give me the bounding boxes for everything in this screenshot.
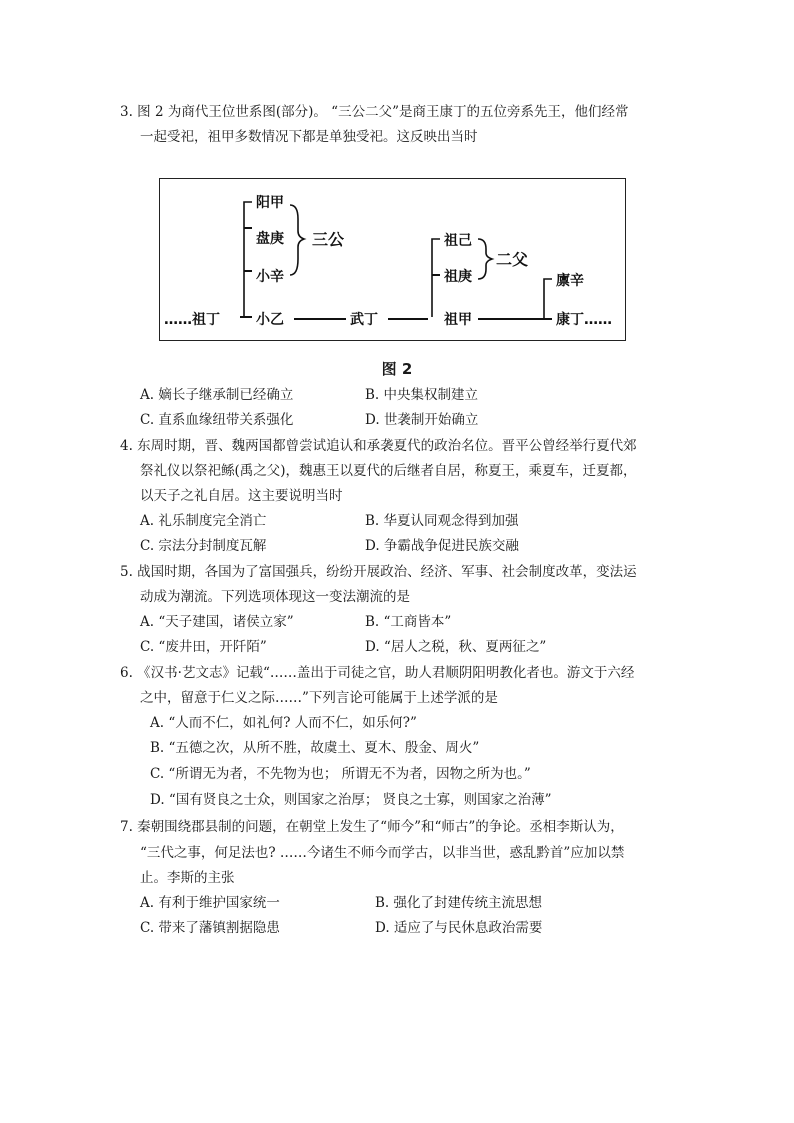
q5-option-c: C. “废井田，开阡陌” — [140, 639, 267, 655]
kang-bracket — [544, 279, 552, 319]
q6-option-d: D. “国有贤良之士众，则国家之治厚； 贤良之士寡，则国家之治薄” — [150, 792, 552, 808]
label-zuding: ……祖丁 — [164, 312, 220, 328]
sangong-brace — [290, 205, 304, 275]
label-zugeng: 祖庚 — [444, 269, 472, 285]
q5-option-a: A. “天子建国，诸侯立家” — [140, 614, 294, 630]
label-yangjia: 阳甲 — [256, 195, 284, 211]
label-wuding: 武丁 — [350, 312, 378, 328]
q5-stem-line-2: 动成为潮流。下列选项体现这一变法潮流的是 — [140, 589, 410, 605]
genealogy-diagram — [159, 178, 626, 341]
q3-stem-line-2: 一起受祀，祖甲多数情况下都是单独受祀。这反映出当时 — [140, 129, 478, 145]
q4-option-b: B. 华夏认同观念得到加强 — [365, 513, 519, 529]
q7-stem-line-1: 7. 秦朝围绕郡县制的问题，在朝堂上发生了“师今”和“师古”的争论。丞相李斯认为， — [120, 819, 624, 835]
q6-stem-line-2: 之中，留意于仁义之际……”下列言论可能属于上述学派的是 — [140, 690, 498, 706]
label-zuji: 祖己 — [444, 233, 472, 249]
q3-option-c: C. 直系血缘纽带关系强化 — [140, 412, 294, 428]
q4-option-c: C. 宗法分封制度瓦解 — [140, 538, 267, 554]
q6-option-c: C. “所谓无为者，不先物为也； 所谓无不为者，因物之所为也。” — [150, 766, 531, 782]
q4-option-d: D. 争霸战争促进民族交融 — [365, 538, 519, 554]
q3-option-b: B. 中央集权制建立 — [365, 387, 479, 403]
q7-stem-line-3: 止。李斯的主张 — [140, 870, 235, 886]
q7-option-a: A. 有利于维护国家统一 — [140, 895, 280, 911]
label-sangong: 三公 — [312, 230, 345, 249]
figure-caption: 图 2 — [381, 360, 413, 378]
q5-stem-line-1: 5. 战国时期，各国为了富国强兵，纷纷开展政治、经济、军事、社会制度改革，变法运 — [120, 564, 637, 580]
label-xiaoyi: 小乙 — [256, 312, 284, 328]
q7-stem-line-2: “三代之事，何足法也? ……今诸生不师今而学古，以非当世，惑乱黔首”应加以禁 — [140, 845, 625, 861]
q6-option-a: A. “人而不仁，如礼何? 人而不仁，如乐何?” — [150, 715, 417, 731]
q7-option-b: B. 强化了封建传统主流思想 — [375, 895, 543, 911]
label-kangding: 康丁…… — [556, 312, 612, 328]
q4-stem-line-1: 4. 东周时期，晋、魏两国都曾尝试追认和承袭夏代的政治名位。晋平公曾经举行夏代郊 — [120, 438, 637, 454]
q5-option-d: D. “居人之税，秋、夏两征之” — [365, 639, 547, 655]
q7-option-c: C. 带来了藩镇割据隐患 — [140, 920, 280, 936]
q4-stem-line-3: 以天子之礼自居。这主要说明当时 — [140, 488, 343, 504]
left-bracket — [244, 202, 252, 317]
q6-stem-line-1: 6. 《汉书·艺文志》记载“……盖出于司徒之官，助人君顺阴阳明教化者也。游文于六经 — [120, 665, 635, 681]
label-zujia: 祖甲 — [444, 312, 472, 328]
label-linxin: 廪辛 — [556, 273, 584, 289]
q5-option-b: B. “工商皆本” — [365, 614, 452, 630]
q3-option-a: A. 嫡长子继承制已经确立 — [140, 387, 294, 403]
erfu-brace — [478, 239, 492, 279]
q4-option-a: A. 礼乐制度完全消亡 — [140, 513, 267, 529]
label-xiaoxin: 小辛 — [256, 269, 284, 285]
right-bracket — [432, 239, 440, 317]
label-erfu: 二父 — [496, 250, 529, 269]
q3-stem-line-1: 3. 图 2 为商代王位世系图(部分)。 “三公二父”是商王康丁的五位旁系先王，他们经常 — [120, 104, 629, 120]
q4-stem-line-2: 祭礼仪以祭祀鲧(禹之父)，魏惠王以夏代的后继者自居，称夏王，乘夏车，迁夏都， — [140, 463, 637, 479]
q7-option-d: D. 适应了与民休息政治需要 — [375, 920, 543, 936]
q3-option-d: D. 世袭制开始确立 — [365, 412, 479, 428]
label-pangeng: 盘庚 — [256, 231, 284, 247]
q6-option-b: B. “五德之次，从所不胜，故虞土、夏木、殷金、周火” — [150, 740, 480, 756]
genealogy-diagram-svg — [160, 179, 624, 339]
